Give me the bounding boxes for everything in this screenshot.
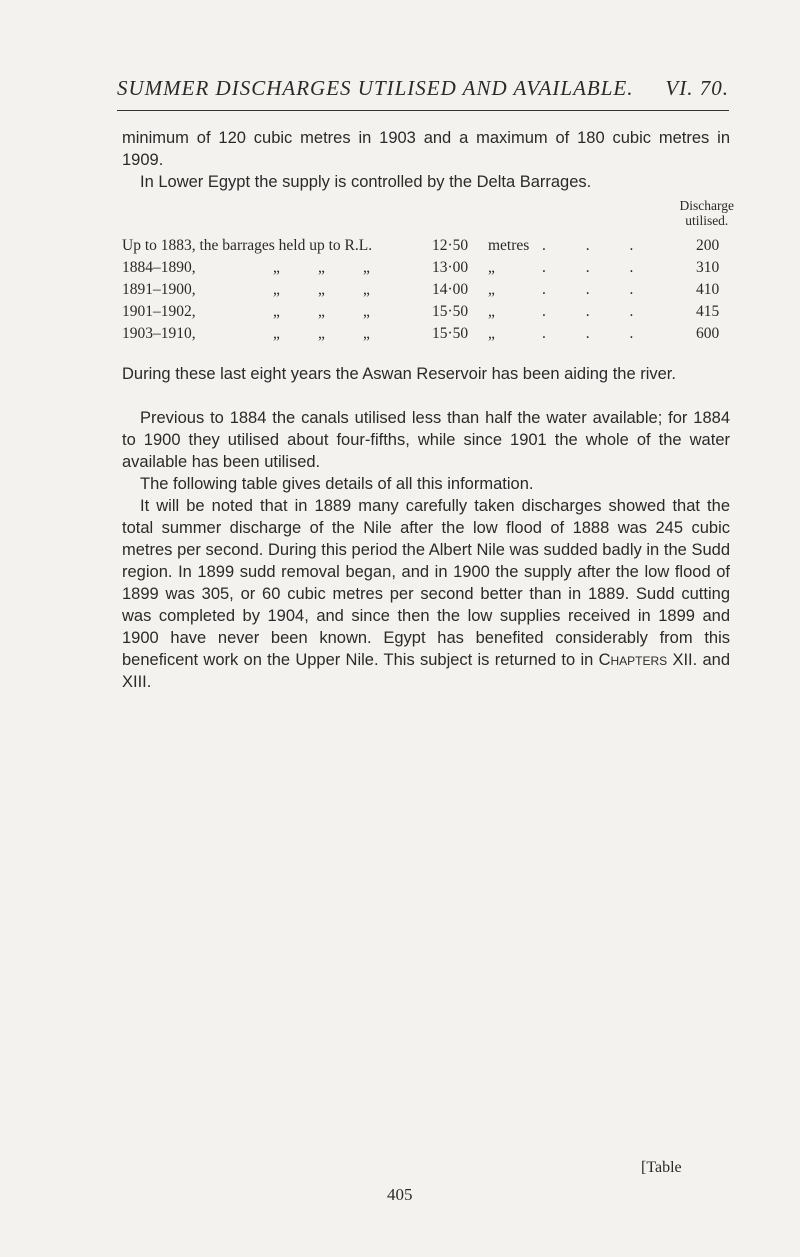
row-leaders: . . . — [542, 303, 652, 320]
row-ditto: „ — [363, 259, 370, 276]
row-leaders: . . . — [542, 325, 652, 342]
section-number: VI. 70. — [665, 76, 729, 100]
row-level: 15·50 — [432, 325, 469, 342]
chapters-word: Chapters — [598, 651, 668, 669]
row-ditto: „ — [318, 281, 325, 298]
paragraph-6 — [122, 495, 730, 693]
row-period: 1901–1902, — [122, 303, 196, 320]
row-discharge: 410 — [696, 281, 720, 298]
row-level: 13·00 — [432, 259, 469, 276]
row-discharge: 415 — [696, 303, 720, 320]
row-discharge: 310 — [696, 259, 720, 276]
table-row — [122, 325, 734, 347]
row-leaders: . . . — [542, 281, 652, 298]
row-unit: „ — [488, 303, 495, 320]
row-ditto: „ — [363, 281, 370, 298]
catchword: [Table — [641, 1159, 682, 1176]
paragraph-5: The following table gives details of all this information. — [140, 475, 534, 493]
paragraph-6-end: XII. and XIII. — [122, 651, 730, 691]
row-discharge: 600 — [696, 325, 720, 342]
paragraph-3: During these last eight years the Aswan Reservoir has been aiding the river. — [122, 365, 676, 383]
column-header-line-2: utilised. — [685, 213, 729, 228]
header-title: SUMMER DISCHARGES UTILISED AND AVAILABLE. — [117, 76, 634, 100]
row-ditto: „ — [273, 325, 280, 342]
row-ditto: „ — [273, 281, 280, 298]
row-unit: „ — [488, 259, 495, 276]
column-header-discharge — [680, 198, 734, 228]
row-period: 1891–1900, — [122, 281, 196, 298]
row-leaders: . . . — [542, 259, 652, 276]
row-unit: „ — [488, 325, 495, 342]
row-ditto: „ — [318, 325, 325, 342]
table-row — [122, 237, 734, 259]
row-level: 14·00 — [432, 281, 469, 298]
row-period: 1903–1910, — [122, 325, 196, 342]
running-header — [117, 70, 729, 111]
table-row — [122, 259, 734, 281]
row-ditto: „ — [363, 325, 370, 342]
row-unit: metres — [488, 237, 530, 254]
row-ditto: „ — [273, 259, 280, 276]
paragraph-4: Previous to 1884 the canals utilised less than half the water available; for 1884 to 1900 they utilised about four-fifths, while since 1901 the whole of the water available has been utilised. — [122, 409, 730, 471]
row-leaders: . . . — [542, 237, 652, 254]
row-ditto: „ — [318, 303, 325, 320]
row-level: 15·50 — [432, 303, 469, 320]
row-period: Up to 1883, the barrages held up to R.L. — [122, 237, 373, 254]
row-level: 12·50 — [432, 237, 469, 254]
paragraph-6-text: It will be noted that in 1889 many carefully taken discharges showed that the total summer discharge of the Nile after the low flood of 1888 was 245 cubic metres per second. During this period the Albert Nile was sudded badly in the Sudd region. In 1899 sudd removal began, and in 1900 the supply after the low flood of 1899 was 305, or 60 cubic metres per second better than in 1889. Sudd cutting was completed by 1904, and since then the low supplies received in 1899 and 1900 have never been known. Egypt has benefited considerably from this beneficent work on the Upper Nile. This subject is returned to in — [122, 497, 730, 669]
row-ditto: „ — [273, 303, 280, 320]
row-unit: „ — [488, 281, 495, 298]
row-ditto: „ — [363, 303, 370, 320]
table-row — [122, 281, 734, 303]
paragraph-1: minimum of 120 cubic metres in 1903 and a maximum of 180 cubic metres in 1909. — [122, 129, 730, 169]
page-number: 405 — [387, 1185, 413, 1204]
row-period: 1884–1890, — [122, 259, 196, 276]
row-discharge: 200 — [696, 237, 720, 254]
paragraph-2: In Lower Egypt the supply is controlled by the Delta Barrages. — [140, 173, 592, 191]
column-header-line-1: Discharge — [679, 198, 734, 213]
table-row — [122, 303, 734, 325]
row-ditto: „ — [318, 259, 325, 276]
